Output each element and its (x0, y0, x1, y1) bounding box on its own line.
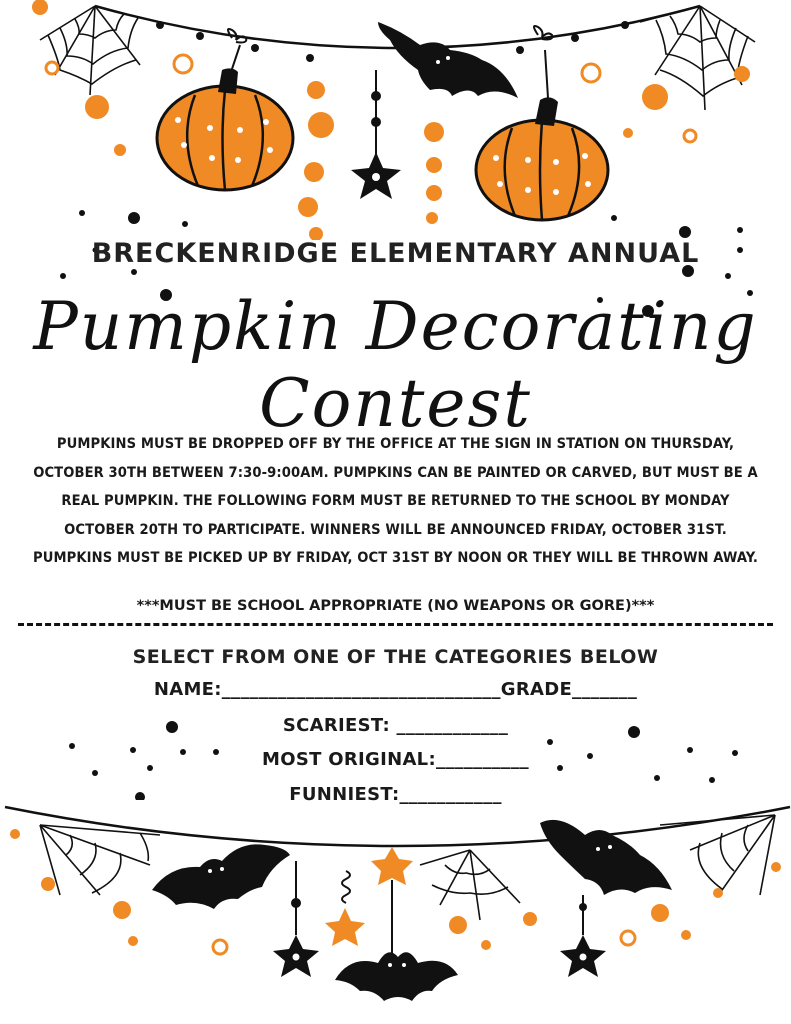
bat-icon (540, 820, 672, 895)
spiderweb-icon (40, 6, 150, 95)
categories-heading: SELECT FROM ONE OF THE CATEGORIES BELOW (132, 646, 659, 668)
name-grade-field[interactable]: NAME:______________________________GRADE_______ (153, 679, 638, 700)
contest-rules: PUMPKINS MUST BE DROPPED OFF BY THE OFFICE AT THE SIGN IN STATION ON THURSDAY, OCTOBER 30TH BETWEEN 7:30-9:00AM. PUMPKINS CAN BE PAINTED OR CARVED, BUT MUST BE A REAL PUMPKIN. THE FOLLOWING FORM MUST BE RETURNED TO THE SCHOOL BY MONDAY OCTOBER 20TH TO PARTICIPATE. WINNERS WILL BE ANNOUNCED FRIDAY, OCTOBER 31ST. PUMPKINS MUST BE PICKED UP BY FRIDAY, OCT 31ST BY NOON OR THEY WILL BE THROWN AWAY. (33, 435, 758, 567)
bat-icon (378, 22, 518, 98)
spiderweb-icon (420, 850, 520, 920)
star-icon (273, 861, 319, 977)
cut-line-divider (18, 623, 773, 626)
most-original-field[interactable]: MOST ORIGINAL:__________ (262, 749, 529, 770)
appropriate-note: ***MUST BE SCHOOL APPROPRIATE (NO WEAPONS OR GORE)*** (136, 598, 655, 614)
bat-icon (152, 844, 290, 909)
star-icon (560, 895, 606, 977)
contest-title: Pumpkin Decorating Contest (33, 288, 758, 442)
bottom-decoration (0, 795, 791, 1024)
bat-icon (335, 952, 458, 1001)
school-heading: BRECKENRIDGE ELEMENTARY ANNUAL (91, 238, 700, 269)
pumpkin-icon (476, 26, 608, 220)
star-icon (371, 847, 413, 955)
star-icon (325, 908, 365, 946)
star-icon (351, 70, 401, 199)
top-decoration (0, 0, 791, 240)
pumpkin-icon (157, 29, 293, 190)
spiderweb-icon (40, 825, 160, 895)
dot-decoration (0, 710, 791, 800)
funniest-field[interactable]: FUNNIEST:___________ (289, 784, 502, 805)
scariest-field[interactable]: SCARIEST: ____________ (282, 715, 509, 736)
